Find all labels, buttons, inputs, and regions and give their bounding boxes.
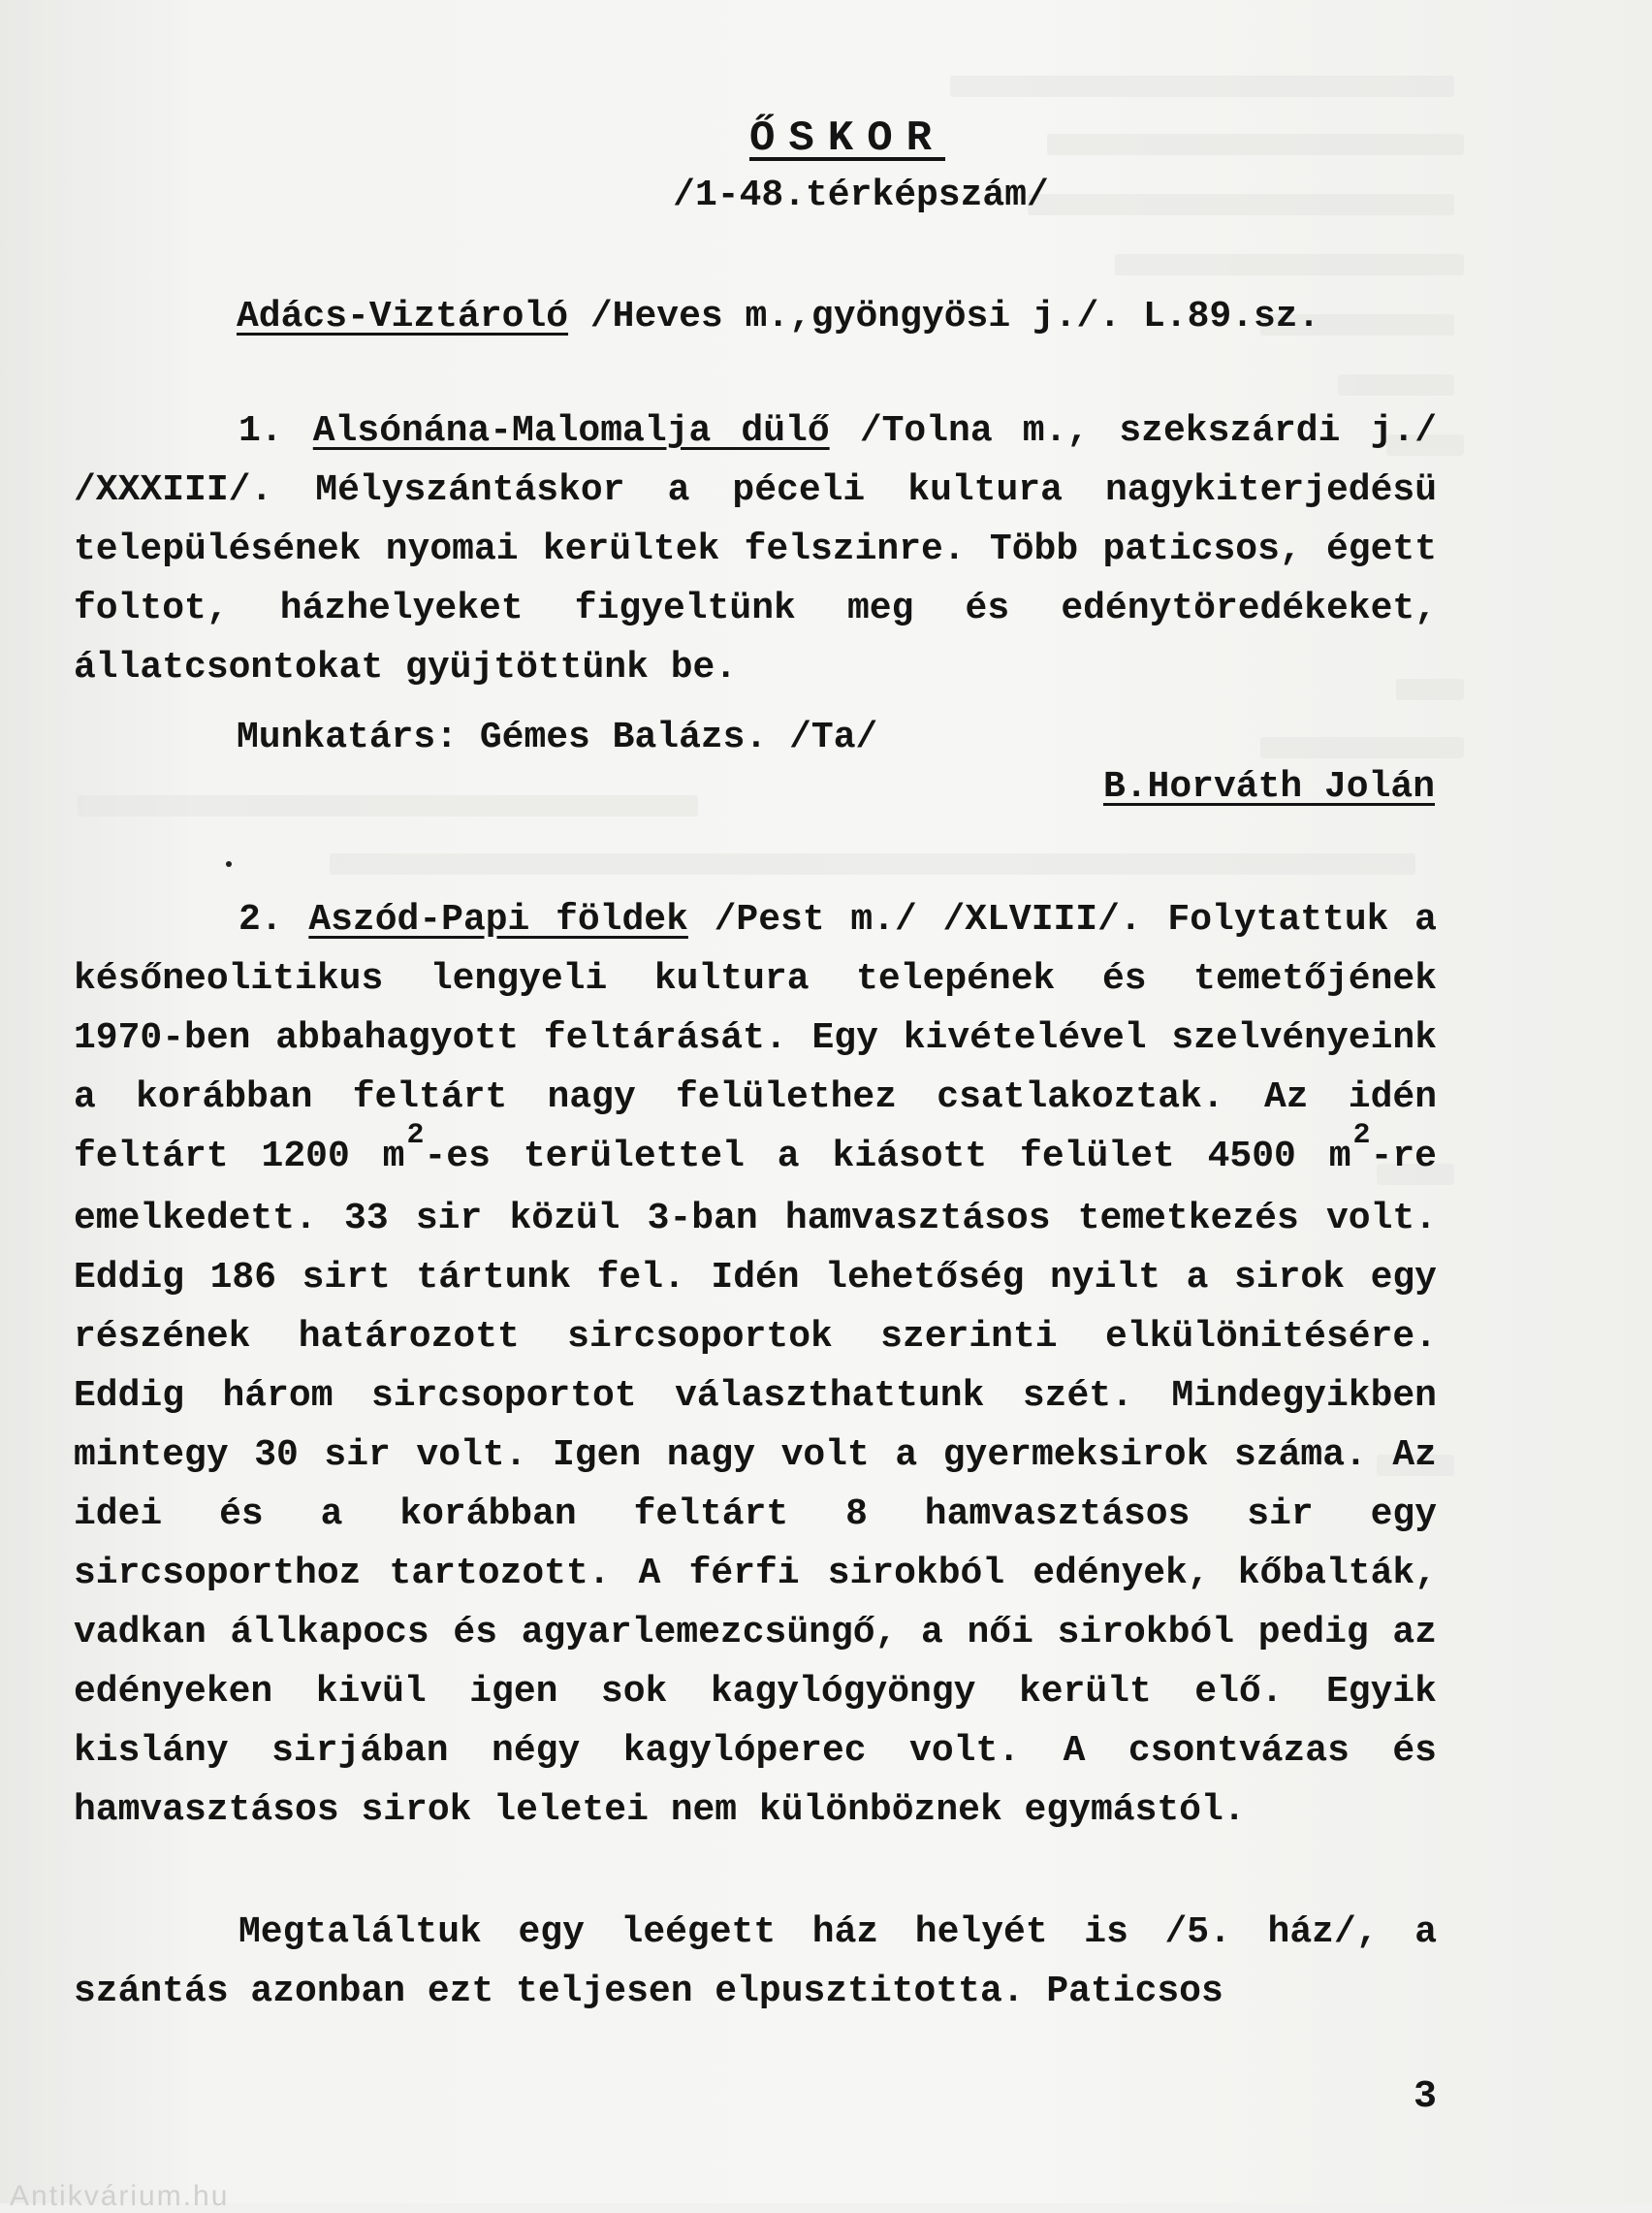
entry-2-paragraph-continued: Megtaláltuk egy leégett ház helyét is /5. ház/, a szántás azonban ezt teljesen elpusztitotta. Paticsos: [74, 1911, 1437, 2012]
entry-1-site-name: Alsónána-Malomalja dülő: [312, 410, 830, 452]
entry-1-number: 1.: [238, 410, 283, 452]
page-number: 3: [1413, 2075, 1437, 2119]
intro-line: [237, 296, 1320, 337]
entry-1-paragraph: [74, 401, 1437, 697]
entry-2-text-b: -es területtel a kiásott felület 4500 m: [424, 1136, 1351, 1177]
superscript-squared: 2: [1352, 1119, 1371, 1152]
speck: [226, 861, 232, 867]
intro-site-name: Adács-Viztároló: [237, 296, 569, 337]
entry-2-text-c: -re emelkedett. 33 sir közül 3-ban hamvasztásos temetkezés volt. Eddig 186 sirt tártunk fel. Idén lehetőség nyilt a sirok egy részének határozott sircsoportok szerinti elkülönitésére. Eddig három sircsoportot választhattunk szét. Mindegyikben mintegy 30 sir volt. Igen nagy volt a gyermeksirok száma. Az idei és a korábban feltárt 8 hamvasztásos sir egy sircsoporthoz tartozott. A férfi sirokból edények, kőbalták, vadkan állkapocs és agyarlemezcsüngő, a női sirokból pedig az edényeken kivül igen sok kagylógyöngy került elő. Egyik kislány sirjában négy kagylóperec volt. A csontvázas és hamvasztásos sirok leletei nem különböznek egymástól.: [74, 1136, 1437, 1831]
section-title: ŐSKOR: [748, 114, 946, 163]
map-number-range: /1-48.térképszám/: [673, 175, 1049, 216]
entry-1-text: /Tolna m., szekszárdi j./ /XXXIII/. Mélyszántáskor a péceli kultura nagykiterjedésü településének nyomai kerültek felszinre. Több paticsos, égett foltot, házhelyeket figyeltünk meg és edénytöredékeket, állatcsontokat gyüjtöttünk be.: [74, 410, 1437, 689]
entry-1-author: B.Horváth Jolán: [1102, 766, 1435, 808]
entry-2-paragraph: [74, 890, 1437, 1840]
entry-2-number: 2.: [238, 899, 283, 941]
entry-2-text-a: /Pest m./ /XLVIII/. Folytattuk a későneolitikus lengyeli kultura telepének és temetőjének 1970-ben abbahagyott feltárását. Egy kivételével szelvényeink a korábban feltárt nagy felülethez csatlakoztak. Az idén feltárt 1200 m: [74, 899, 1437, 1177]
superscript-squared: 2: [406, 1119, 425, 1152]
intro-location: /Heves m.,gyöngyösi j./. L.89.sz.: [568, 296, 1320, 337]
entry-2-site-name: Aszód-Papi földek: [308, 899, 688, 941]
watermark-text: Antikvárium.hu: [10, 2180, 230, 2212]
entry-1-staff: Munkatárs: Gémes Balázs. /Ta/: [237, 717, 878, 758]
